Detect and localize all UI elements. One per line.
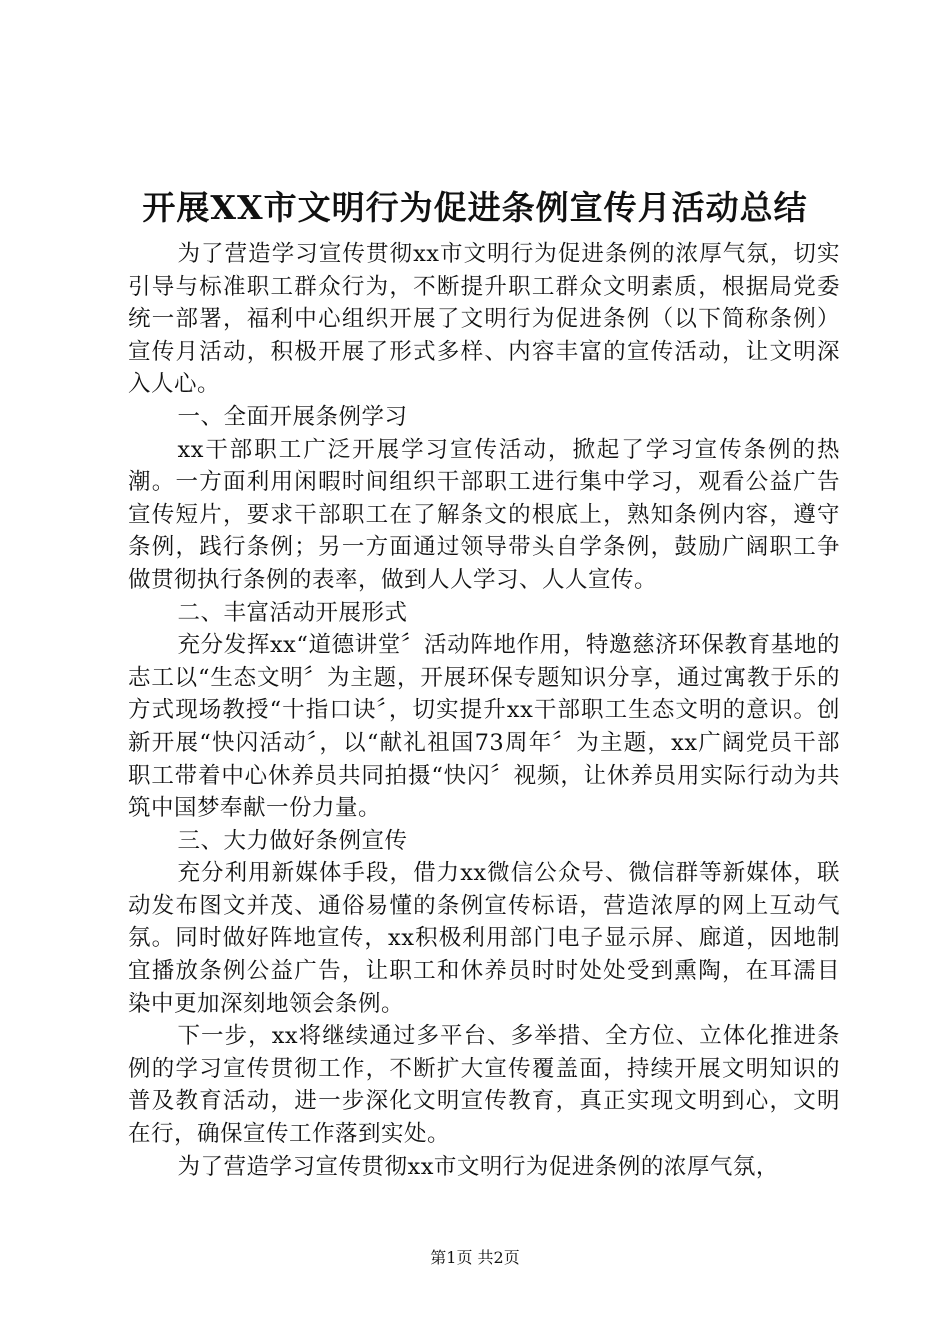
paragraph-section-2: 充分发挥xx“道德讲堂〞活动阵地作用，特邀慈济环保教育基地的志工以“生态文明〞为主题，开展环保专题知识分享，通过寓教于乐的方式现场教授“十指口诀〞，切实提升xx干部职工生态文明的意识。创新开展“快闪活动〞，以“献礼祖国73周年〞为主题，xx广阔党员干部职工带着中心休养员共同拍摄“快闪〞视频，让休养员用实际行动为共筑中国梦奉献一份力量。 <box>128 632 840 822</box>
paragraph-next-steps: 下一步，xx将继续通过多平台、多举措、全方位、立体化推进条例的学习宣传贯彻工作，不断扩大宣传覆盖面，持续开展文明知识的普及教育活动，进一步深化文明宣传教育，真正实现文明到心，文明在行，确保宣传工作落到实处。 <box>128 1023 840 1148</box>
paragraph-intro: 为了营造学习宣传贯彻xx市文明行为促进条例的浓厚气氛，切实引导与标准职工群众行为，不断提升职工群众文明素质，根据局党委统一部署，福利中心组织开展了文明行为促进条例（以下简称条例）宣传月活动，积极开展了形式多样、内容丰富的宣传活动，让文明深入人心。 <box>128 241 840 398</box>
section-heading-3: 三、大力做好条例宣传 <box>177 827 408 854</box>
document-title: 开展XX市文明行为促进条例宣传月活动总结 <box>142 188 808 227</box>
section-heading-2: 二、丰富活动开展形式 <box>177 599 408 626</box>
page-number: 第1页 共2页 <box>430 1248 520 1267</box>
paragraph-section-3: 充分利用新媒体手段，借力xx微信公众号、微信群等新媒体，联动发布图文并茂、通俗易懂的条例宣传标语，营造浓厚的网上互动气氛。同时做好阵地宣传，xx积极利用部门电子显示屏、廊道，因地制宜播放条例公益广告，让职工和休养员时时处处受到熏陶，在耳濡目染中更加深刻地领会条例。 <box>128 860 840 1017</box>
document-body <box>128 238 840 1183</box>
paragraph-repeat-intro: 为了营造学习宣传贯彻xx市文明行为促进条例的浓厚气氛， <box>177 1153 779 1180</box>
paragraph-section-1: xx干部职工广泛开展学习宣传活动，掀起了学习宣传条例的热潮。一方面利用闲暇时间组织干部职工进行集中学习，观看公益广告宣传短片，要求干部职工在了解条文的根底上，熟知条例内容，遵守条例，践行条例；另一方面通过领导带头自学条例，鼓励广阔职工争做贯彻执行条例的表率，做到人人学习、人人宣传。 <box>128 436 840 593</box>
section-heading-1: 一、全面开展条例学习 <box>177 403 408 430</box>
